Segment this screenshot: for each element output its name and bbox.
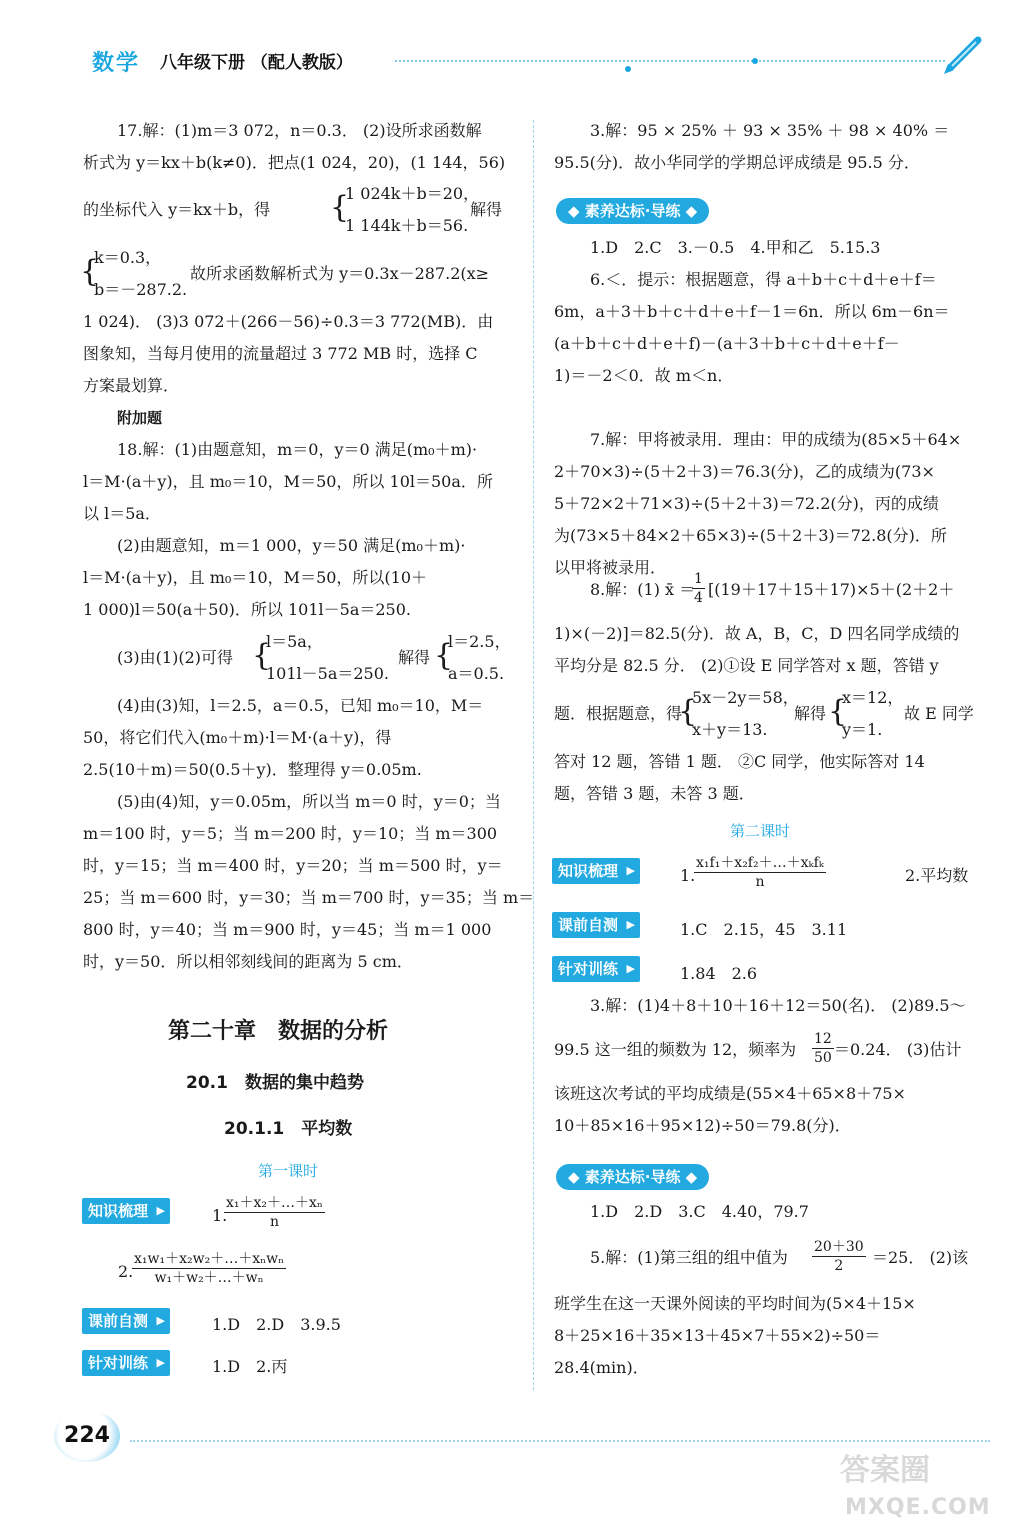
brace: { [252,638,272,673]
fraction-numerator: 12 [814,1031,832,1047]
answer-17-line7: 方案最划算． [83,376,180,395]
answer-line: 1.D 2.C 3.－0.5 4.甲和乙 5.15.3 [590,238,881,257]
answer-line: 7.解：甲将被录用．理由：甲的成绩为(85×5＋64× [590,430,962,449]
fraction-denominator: 2 [834,1258,844,1274]
equation: l＝5a， [266,632,323,651]
answer-line: (a＋b＋c＋d＋e＋f)－(a＋3＋b＋c＋d＋e＋f－ [554,334,900,353]
answer-18-solve: 解得 [398,648,431,667]
equation: a＝0.5. [448,664,505,683]
quality-banner: ◆ 素养达标·导练 ◆ [556,1164,709,1190]
answer-line: 题．根据题意，得 [554,704,683,723]
answer-17-solve: 解得 [470,200,503,219]
answer-line: 班学生在这一天课外阅读的平均时间为(5×4＋15× [554,1294,916,1313]
equation: x＝12， [842,688,904,707]
answer-line: 6m，a＋3＋b＋c＋d＋e＋f－1＝6n．所以 6m－6n＝ [554,302,950,321]
answer-18-line: (2)由题意知，m＝1 000，y＝50 满足(m₀＋m)· [117,536,466,555]
answer-line: 95.5(分)．故小华同学的学期总评成绩是 95.5 分． [554,153,920,172]
fraction-numerator: 1 [694,571,703,587]
answer-line: 2.平均数 [905,866,969,885]
answer-line: 1)×(－2)]＝82.5(分)．故 A，B，C，D 四名同学成绩的 [554,624,960,643]
answer-17-line2: 析式为 y＝kx＋b(k≠0)．把点(1 024，20)，(1 144，56) [83,153,506,172]
answer-line: 为(73×5＋84×2＋65×3)÷(5＋2＋3)＝72.8(分)．所 [554,526,947,545]
formula-number: 2. [118,1262,134,1281]
answer-18-line: l＝M·(a＋y)，且 m₀＝10，M＝50，所以(10＋ [83,568,428,587]
formula-denominator: w₁＋w₂＋…＋wₙ [154,1270,264,1286]
formula-number: 1. [212,1206,228,1225]
practice-tag: 针对训练 ▶ [552,956,640,982]
header-dot [625,66,631,72]
answer-18-line: 25；当 m＝600 时，y＝30；当 m＝700 时，y＝35；当 m＝ [83,888,535,907]
pretest-tag: 课前自测 ▶ [552,912,640,938]
answer-line: 该班这次考试的平均成绩是(55×4＋65×8＋75× [554,1084,906,1103]
answer-line: 3.解：95 × 25% ＋ 93 × 35% ＋ 98 × 40% ＝ [590,121,950,140]
answer-line: 题，答错 3 题，未答 3 题． [554,784,755,803]
answer-18-line: l＝M·(a＋y)，且 m₀＝10，M＝50，所以 10l＝50a．所 [83,472,493,491]
practice-tag: 针对训练 ▶ [82,1350,170,1376]
answer-line: ＝25． (2)该 [872,1248,969,1267]
brace: { [828,694,848,729]
fraction [692,570,705,607]
answer-18-line: (4)由(3)知，l＝2.5，a＝0.5，已知 m₀＝10，M＝ [117,696,484,715]
equation: 1 024k＋b＝20， [345,184,480,203]
subject-title: 数学 [92,51,141,76]
header-dot [752,58,758,64]
pretest-tag: 课前自测 ▶ [82,1308,170,1334]
answer-line: 6.＜．提示：根据题意，得 a＋b＋c＋d＋e＋f＝ [590,270,937,289]
knowledge-tag: 知识梳理 ▶ [82,1198,170,1224]
answer-18-line: m＝100 时，y＝5；当 m＝200 时，y＝10；当 m＝300 [83,824,498,843]
knowledge-tag: 知识梳理 ▶ [552,858,640,884]
equation: 5x－2y＝58， [692,688,799,707]
answer-18-line: 时，y＝15；当 m＝400 时，y＝20；当 m＝500 时，y＝ [83,856,503,875]
answer-18-line: 50，将它们代入(m₀＋m)·l＝M·(a＋y)，得 [83,728,392,747]
equation: b＝－287.2. [94,280,188,299]
pretest-answers: 1.C 2.15，45 3.11 [680,920,848,939]
formula-number: 1. [680,866,696,885]
answer-18-line: 2.5(10＋m)＝50(0.5＋y)．整理得 y＝0.05m. [83,760,422,779]
answer-17-line3: 的坐标代入 y＝kx＋b，得 [83,200,271,219]
chapter-title: 第二十章 数据的分析 [168,1019,389,1044]
lesson-title: 第一课时 [258,1162,319,1180]
page-number: 224 [54,1410,120,1462]
answer-line: 答对 12 题，答错 1 题． ②C 同学，他实际答对 14 [554,752,925,771]
answer-line: 99.5 这一组的频数为 12，频率为 [554,1040,797,1059]
answer-line: 平均分是 82.5 分． (2)①设 E 同学答对 x 题，答错 y [554,656,939,675]
extra-heading: 附加题 [117,409,163,427]
watermark-logo: 答案圈 [840,1453,930,1488]
answer-18-line: 800 时，y＝40；当 m＝900 时，y＝45；当 m＝1 000 [83,920,492,939]
brace: { [678,694,698,729]
brace: { [330,190,350,225]
practice-answers: 1.84 2.6 [680,964,758,983]
answer-line: [(19＋17＋15＋17)×5＋(2＋2＋ [708,580,955,599]
answer-18-line: (5)由(4)知，y＝0.05m，所以当 m＝0 时，y＝0；当 [117,792,501,811]
pretest-answers: 1.D 2.D 3.9.5 [212,1315,341,1334]
answer-18-line: 1 000)l＝50(a＋50)．所以 101l－5a＝250. [83,600,411,619]
answer-line: 28.4(min)． [554,1358,649,1377]
section-title: 20.1 数据的集中趋势 [186,1073,364,1093]
practice-answers: 1.D 2.丙 [212,1357,288,1376]
equation: 1 144k＋b＝56. [345,216,469,235]
fraction-numerator: 20＋30 [814,1239,864,1255]
answer-line: 10＋85×16＋95×12)÷50＝79.8(分)． [554,1116,851,1135]
header-divider [395,60,945,62]
equation: k＝0.3， [94,248,162,267]
answer-line: 2＋70×3)÷(5＋2＋3)＝76.3(分)，乙的成绩为(73× [554,462,935,481]
pen-icon [940,30,990,74]
mean-formula [224,1194,325,1231]
column-divider [533,120,534,1390]
frequency-mean-formula [694,854,826,891]
answer-line: 1)＝－2＜0．故 m＜n． [554,366,734,385]
answer-line: 以甲将被录用． [554,558,667,577]
answer-line: 1.D 2.D 3.C 4.40，79.7 [590,1202,809,1221]
watermark-url: MXQE.COM [845,1495,991,1520]
equation: 101l－5a＝250. [266,664,390,683]
fraction-denominator: 50 [814,1050,832,1066]
equation: l＝2.5， [448,632,511,651]
answer-18-line: 时，y＝50．所以相邻刻线间的距离为 5 cm． [83,952,413,971]
answer-line: 3.解：(1)4＋8＋10＋16＋12＝50(名)． (2)89.5～ [590,996,966,1015]
answer-line: ＝0.24． (3)估计 [834,1040,962,1059]
answer-18-line: 18.解：(1)由题意知，m＝0，y＝0 满足(m₀＋m)· [117,440,478,459]
answer-17-line4: 故所求函数解析式为 y＝0.3x－287.2(x≥ [190,264,490,283]
answer-line: 5.解：(1)第三组的组中值为 [590,1248,788,1267]
answer-line: 8.解：(1) x̄ ＝ [590,580,696,599]
subsection-title: 20.1.1 平均数 [224,1119,353,1139]
answer-line: 故 E 同学 [904,704,974,723]
brace: { [434,638,454,673]
answer-line: 解得 [794,704,827,723]
answer-17-line1: 17.解：(1)m＝3 072，n＝0.3． (2)设所求函数解 [117,121,482,140]
answer-18-line: 以 l＝5a． [83,504,161,523]
answer-line: 5＋72×2＋71×3)÷(5＋2＋3)＝72.2(分)，丙的成绩 [554,494,939,513]
brace: { [80,254,100,289]
lesson-title: 第二课时 [730,822,791,840]
formula-denominator: n [755,874,765,890]
formula-denominator: n [269,1214,279,1230]
equation: y＝1. [842,720,883,739]
formula-numerator: x₁＋x₂＋…＋xₙ [226,1195,323,1211]
formula-numerator: x₁w₁＋x₂w₂＋…＋xₙwₙ [134,1251,285,1267]
formula-numerator: x₁f₁＋x₂f₂＋…＋xₖfₖ [696,855,824,871]
fraction [812,1238,866,1275]
answer-17-line5: 1 024)． (3)3 072＋(266－56)÷0.3＝3 772(MB)．由 [83,312,494,331]
grade-edition: 八年级下册 （配人教版） [160,53,353,73]
footer-divider [130,1440,990,1442]
weighted-mean-formula [132,1250,286,1287]
fraction [812,1030,834,1067]
answer-17-line6: 图象知，当每月使用的流量超过 3 772 MB 时，选择 C [83,344,478,363]
answer-18-line: (3)由(1)(2)可得 [117,648,233,667]
equation: x＋y＝13. [692,720,768,739]
fraction-denominator: 4 [694,590,703,606]
answer-line: 8＋25×16＋35×13＋45×7＋55×2)÷50＝ [554,1326,881,1345]
quality-banner: ◆ 素养达标·导练 ◆ [556,198,709,224]
